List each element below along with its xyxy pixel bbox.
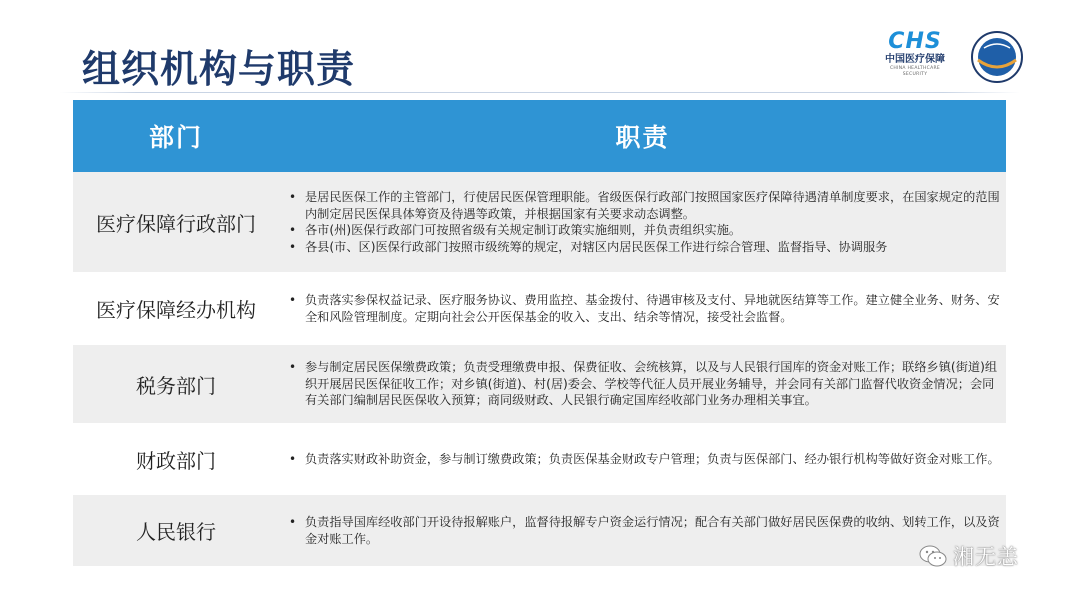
watermark-text: 湘无恙	[953, 545, 1019, 569]
duty-cell	[279, 292, 1006, 325]
dept-cell: 财政部门	[136, 448, 216, 473]
title-divider	[60, 92, 1020, 93]
table-row	[73, 172, 1006, 272]
duty-item: • 各县(市、区)医保行政部门按照市级统筹的规定，对辖区内居民医保工作进行综合管理、监督指导、协调服务	[289, 239, 1002, 256]
table-row	[73, 272, 1006, 345]
organization-duties-table	[73, 100, 1006, 566]
duty-item: • 各市(州)医保行政部门可按照省级有关规定制订政策实施细则，并负责组织实施。	[289, 222, 1002, 239]
table-header	[73, 100, 1006, 172]
duty-item: • 参与制定居民医保缴费政策；负责受理缴费申报、保费征收、会统核算，以及与人民银行国库的资金对账工作；联络乡镇(街道)组织开展居民医保征收工作；对乡镇(街道)、村(居)委会、学校等代征人员开展业务辅导，并会同有关部门监督代收资金情况；会同有关部门编制居民医保收入预算；商同级财政、人民银行确定国库经收部门业务办理相关事宜。	[289, 359, 1002, 409]
chs-logo	[878, 30, 952, 80]
duty-cell	[279, 514, 1006, 547]
healthcare-seal-logo	[970, 30, 1024, 84]
table-row	[73, 495, 1006, 566]
duty-item: • 是居民医保工作的主管部门，行使居民医保管理职能。省级医保行政部门按照国家医疗保障待遇清单制度要求，在国家规定的范围内制定居民医保具体筹资及待遇等政策，并根据国家有关要求动态调整。	[289, 189, 1002, 222]
duty-cell	[279, 451, 1006, 468]
duty-item: • 负责落实财政补助资金，参与制订缴费政策；负责医保基金财政专户管理；负责与医保部门、经办银行机构等做好资金对账工作。	[289, 451, 1002, 468]
wechat-icon	[919, 544, 947, 568]
wechat-watermark	[919, 541, 1019, 571]
duty-item: • 负责落实参保权益记录、医疗服务协议、费用监控、基金拨付、待遇审核及支付、异地就医结算等工作。建立健全业务、财务、安全和风险管理制度。定期向社会公开医保基金的收入、支出、结余等情况，接受社会监督。	[289, 292, 1002, 325]
header-duty: 职责	[615, 123, 670, 152]
dept-cell: 医疗保障经办机构	[96, 298, 256, 322]
header-dept: 部门	[148, 123, 203, 152]
dept-cell: 税务部门	[136, 373, 216, 398]
table-row	[73, 345, 1006, 423]
table-row	[73, 423, 1006, 495]
chs-wordmark: CHS	[888, 29, 942, 54]
duty-item: • 负责指导国库经收部门开设待报解账户，监督待报解专户资金运行情况；配合有关部门做好居民医保费的收纳、划转工作，以及资金对账工作。	[289, 514, 1002, 547]
duty-cell	[279, 359, 1006, 409]
dept-cell: 医疗保障行政部门	[96, 211, 256, 236]
page-title: 组织机构与职责	[82, 47, 356, 91]
chs-name-en: CHINA HEALTHCARE SECURITY	[889, 66, 941, 77]
dept-cell: 人民银行	[136, 520, 216, 544]
duty-cell	[279, 189, 1006, 255]
chs-name-cn: 中国医疗保障	[885, 54, 945, 65]
